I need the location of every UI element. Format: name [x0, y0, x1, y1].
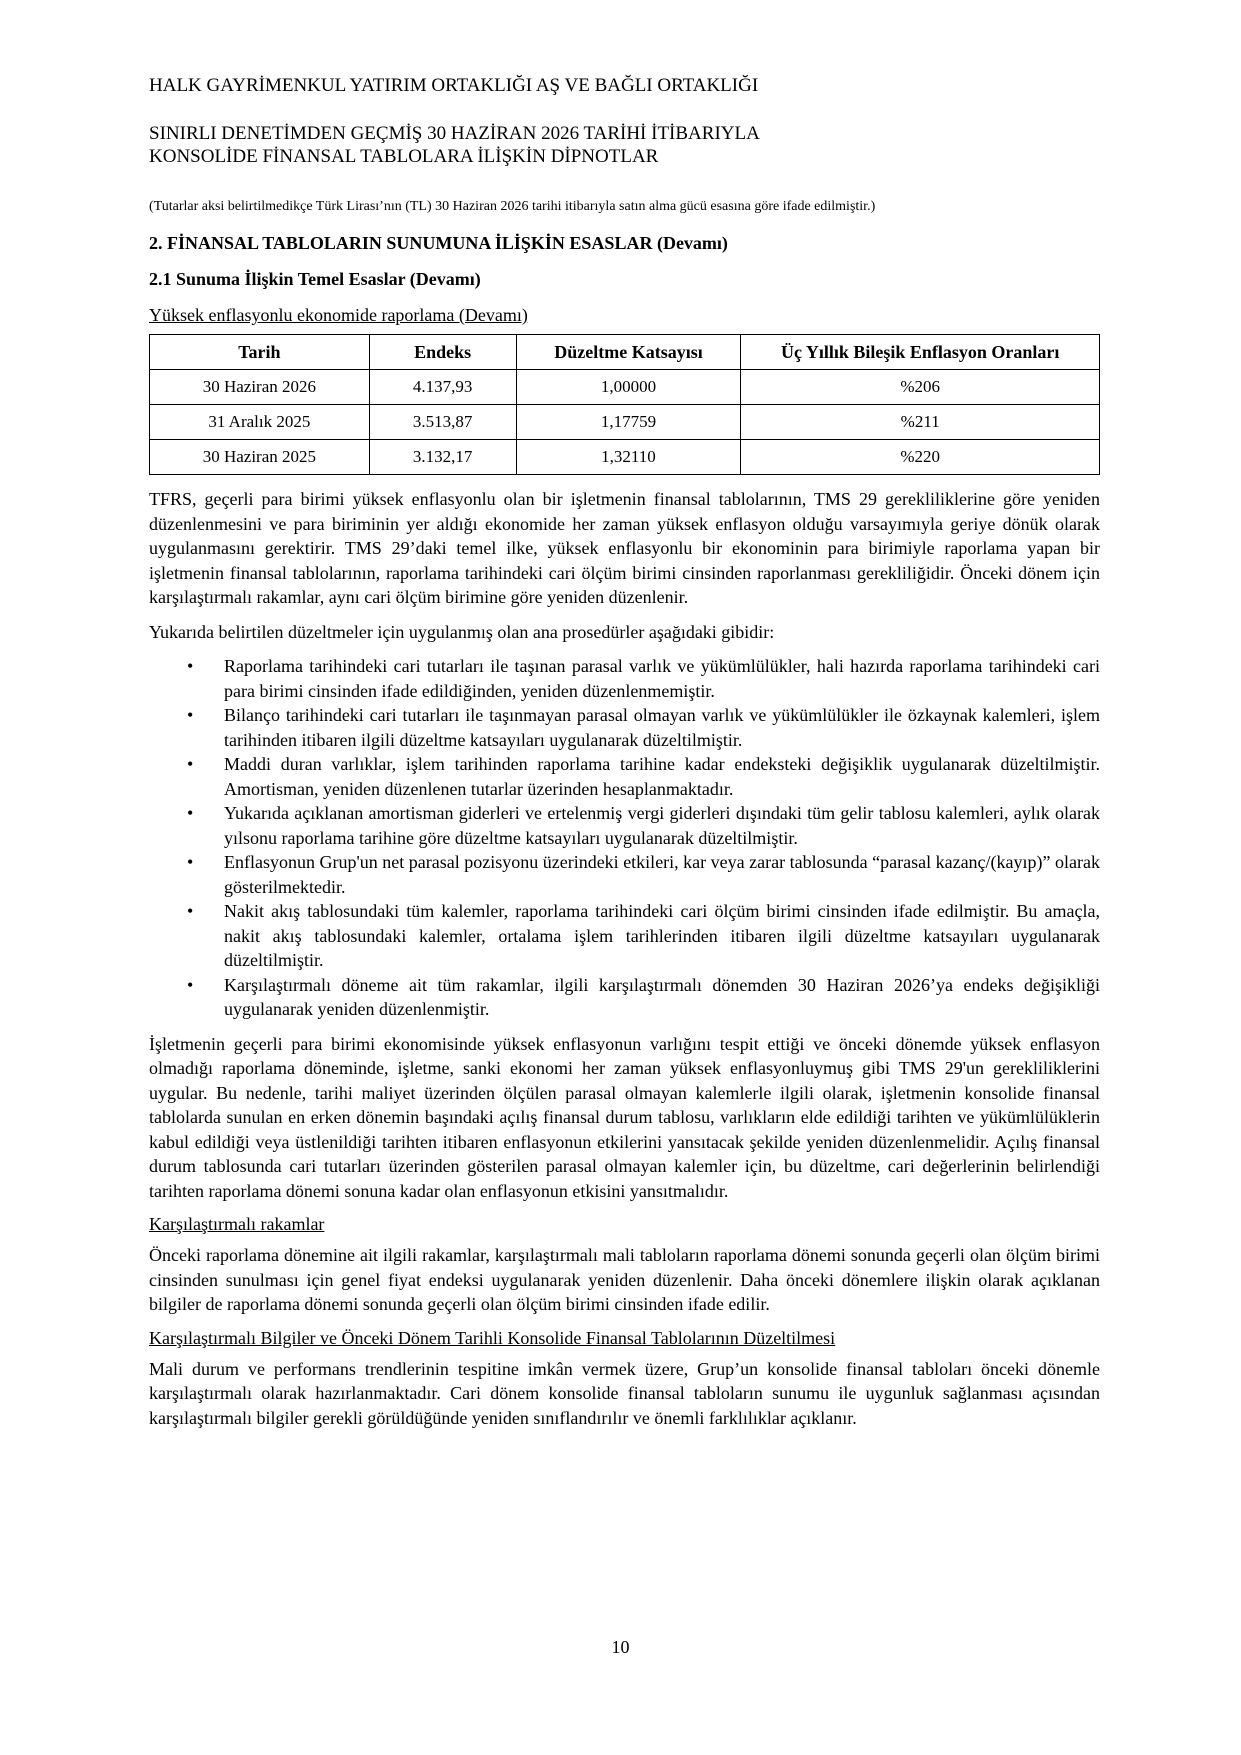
table-row: [150, 370, 1100, 405]
currency-note: (Tutarlar aksi belirtilmedikçe Türk Lirası’nın (TL) 30 Haziran 2026 tarihi itibarıyla satın alma gücü esasına göre ifade edilmiştir.): [149, 199, 876, 214]
list-item-text: Raporlama tarihindeki cari tutarları ile taşınan parasal varlık ve yükümlülükler, hali hazırda raporlama tarihindeki cari para birimi cinsinden ifade edildiğinden, yeniden düzenlenmemiştir.: [224, 656, 1100, 701]
procedures-list: [149, 654, 1100, 1022]
inflation-table: [149, 334, 1100, 475]
table-row: [150, 405, 1100, 440]
cell-index: 4.137,93: [369, 370, 516, 405]
subsection-title: 2.1 Sunuma İlişkin Temel Esaslar (Devamı): [149, 269, 481, 289]
cell-index: 3.132,17: [369, 440, 516, 475]
subheading-comparative-figures: Karşılaştırmalı rakamlar: [149, 1214, 325, 1234]
list-item: [149, 973, 1100, 1022]
cell-coefficient: 1,17759: [516, 405, 741, 440]
paragraph-first-application: İşletmenin geçerli para birimi ekonomisinde yüksek enflasyonun varlığını tespit ettiği ve önceki dönemde yüksek enflasyon olmadığı raporlama döneminde, işletme, sanki ekonomi her zaman yüksek enflasyonluymuş gibi TMS 29'un gerekliliklerini uygular. Bu nedenle, tarihi maliyet üzerinden ölçülen parasal olmayan kalemlerle ilgili olarak, işletmenin konsolide finansal tablolarda sunulan en erken dönemin başındaki açılış finansal durum tablosu, varlıkların elde edildiği tarihten ve yükümlülüklerin kabul edildiği veya üstlenildiği tarihten itibaren enflasyonun etkilerini yansıtacak şekilde yeniden düzenlenmelidir. Açılış finansal durum tablosunda cari tutarları üzerinden gösterilen parasal olmayan kalemler için, bu düzeltme, cari değerlerinin belirlendiği tarihten raporlama dönemi sonuna kadar olan enflasyonun etkisini yansıtmalıdır.: [149, 1033, 1100, 1201]
cell-index: 3.513,87: [369, 405, 516, 440]
cell-coefficient: 1,00000: [516, 370, 741, 405]
col-header-inflation-rate: Üç Yıllık Bileşik Enflasyon Oranları: [741, 335, 1100, 370]
cell-coefficient: 1,32110: [516, 440, 741, 475]
col-header-coefficient: Düzeltme Katsayısı: [516, 335, 741, 370]
bullet-icon: •: [187, 705, 194, 725]
cell-inflation-rate: %211: [741, 405, 1100, 440]
col-header-index: Endeks: [369, 335, 516, 370]
table-header-row: [150, 335, 1100, 370]
paragraph-tfrs: TFRS, geçerli para birimi yüksek enflasyonlu olan bir işletmenin finansal tablolarının, TMS 29 gerekliliklerine göre yeniden düzenlenmesini ve para biriminin yer aldığı ekonomide her zaman yüksek enflasyon olduğu varsayımıyla geriye dönük olarak uygulanmasını gerektirir. TMS 29’daki temel ilke, yüksek enflasyonlu bir ekonominin para birimiyle raporlama yapan bir işletmenin finansal tablolarının, raporlama tarihindeki cari ölçüm birimi cinsinden raporlanması gerekliliğidir. Önceki dönem için karşılaştırmalı rakamlar, aynı cari ölçüm birimine göre yeniden düzenlenir.: [149, 489, 1100, 607]
list-item: [149, 801, 1100, 850]
list-item: [149, 850, 1100, 899]
list-item-text: Nakit akış tablosundaki tüm kalemler, raporlama tarihindeki cari ölçüm birimi cinsinden ifade edilmiştir. Bu amaçla, nakit akış tablosundaki kalemler, ortalama işlem tarihlerinden itibaren ilgili düzeltme katsayıları uygulanarak düzeltilmiştir.: [224, 901, 1100, 970]
list-item: [149, 899, 1100, 973]
paragraph-comparative-restatement: Mali durum ve performans trendlerinin tespitine imkân vermek üzere, Grup’un konsolide finansal tabloları önceki dönemle karşılaştırmalı olarak hazırlanmaktadır. Cari dönem konsolide finansal tabloların sunumu ile uygunluk sağlanması açısından karşılaştırmalı bilgiler gerekli görüldüğünde yeniden sınıflandırılır ve önemli farklılıklar açıklanır.: [149, 1358, 1100, 1428]
bullet-icon: •: [187, 754, 194, 774]
company-name: HALK GAYRİMENKUL YATIRIM ORTAKLIĞI AŞ VE BAĞLI ORTAKLIĞI: [149, 75, 759, 96]
subheading-comparative-restatement: Karşılaştırmalı Bilgiler ve Önceki Dönem Tarihli Konsolide Finansal Tablolarının Düzeltilmesi: [149, 1327, 836, 1348]
bullet-icon: •: [187, 803, 194, 823]
paragraph-procedures-intro: Yukarıda belirtilen düzeltmeler için uygulanmış olan ana prosedürler aşağıdaki gibidir:: [149, 621, 775, 642]
section-title: 2. FİNANSAL TABLOLARIN SUNUMUNA İLİŞKİN ESASLAR (Devamı): [149, 233, 728, 253]
bullet-icon: •: [187, 901, 194, 921]
cell-date: 30 Haziran 2026: [150, 370, 370, 405]
col-header-date: Tarih: [150, 335, 370, 370]
list-item-text: Karşılaştırmalı döneme ait tüm rakamlar, ilgili karşılaştırmalı dönemden 30 Haziran 2026’ya endeks değişikliği uygulanarak yeniden düzenlenmiştir.: [224, 974, 1100, 1019]
list-item-text: Enflasyonun Grup'un net parasal pozisyonu üzerindeki etkileri, kar veya zarar tablosunda “parasal kazanç/(kayıp)” olarak gösterilmektedir.: [224, 852, 1100, 897]
report-title-line-1: SINIRLI DENETİMDEN GEÇMİŞ 30 HAZİRAN 2026 TARİHİ İTİBARIYLA: [149, 123, 760, 144]
table-row: [150, 440, 1100, 475]
list-item-text: Yukarıda açıklanan amortisman giderleri ve ertelenmiş vergi giderleri dışındaki tüm gelir tablosu kalemleri, aylık olarak yılsonu raporlama tarihine göre düzeltme katsayıları uygulanarak düzeltilmiştir.: [224, 803, 1100, 848]
list-item-text: Maddi duran varlıklar, işlem tarihinden raporlama tarihine kadar endeksteki değişiklik uygulanarak düzeltilmiştir. Amortisman, yeniden düzenlenen tutarlar üzerinden hesaplanmaktadır.: [224, 754, 1100, 799]
paragraph-comparative-figures: Önceki raporlama dönemine ait ilgili rakamlar, karşılaştırmalı mali tabloların raporlama dönemi sonunda geçerli olan ölçüm birimi cinsinden sunulması için genel fiyat endeksi uygulanarak yeniden düzenlenir. Daha önceki dönemlere ilişkin olarak açıklanan bilgiler de raporlama dönemi sonunda geçerli olan ölçüm birimi cinsinden ifade edilir.: [149, 1245, 1100, 1314]
cell-inflation-rate: %206: [741, 370, 1100, 405]
page-number: 10: [611, 1637, 630, 1657]
list-item-text: Bilanço tarihindeki cari tutarları ile taşınmayan parasal olmayan varlık ve yükümlülükler ile özkaynak kalemleri, işlem tarihinden itibaren ilgili düzeltme katsayıları uygulanarak düzeltilmiştir.: [224, 705, 1100, 750]
cell-inflation-rate: %220: [741, 440, 1100, 475]
bullet-icon: •: [187, 656, 194, 676]
cell-date: 31 Aralık 2025: [150, 405, 370, 440]
bullet-icon: •: [187, 974, 194, 995]
list-item: [149, 752, 1100, 801]
subheading-hyperinflation: Yüksek enflasyonlu ekonomide raporlama (Devamı): [149, 305, 528, 325]
report-title-line-2: KONSOLİDE FİNANSAL TABLOLARA İLİŞKİN DİPNOTLAR: [149, 146, 659, 167]
list-item: [149, 703, 1100, 752]
page-content: [149, 74, 1100, 1440]
bullet-icon: •: [187, 852, 194, 872]
list-item: [149, 654, 1100, 703]
cell-date: 30 Haziran 2025: [150, 440, 370, 475]
